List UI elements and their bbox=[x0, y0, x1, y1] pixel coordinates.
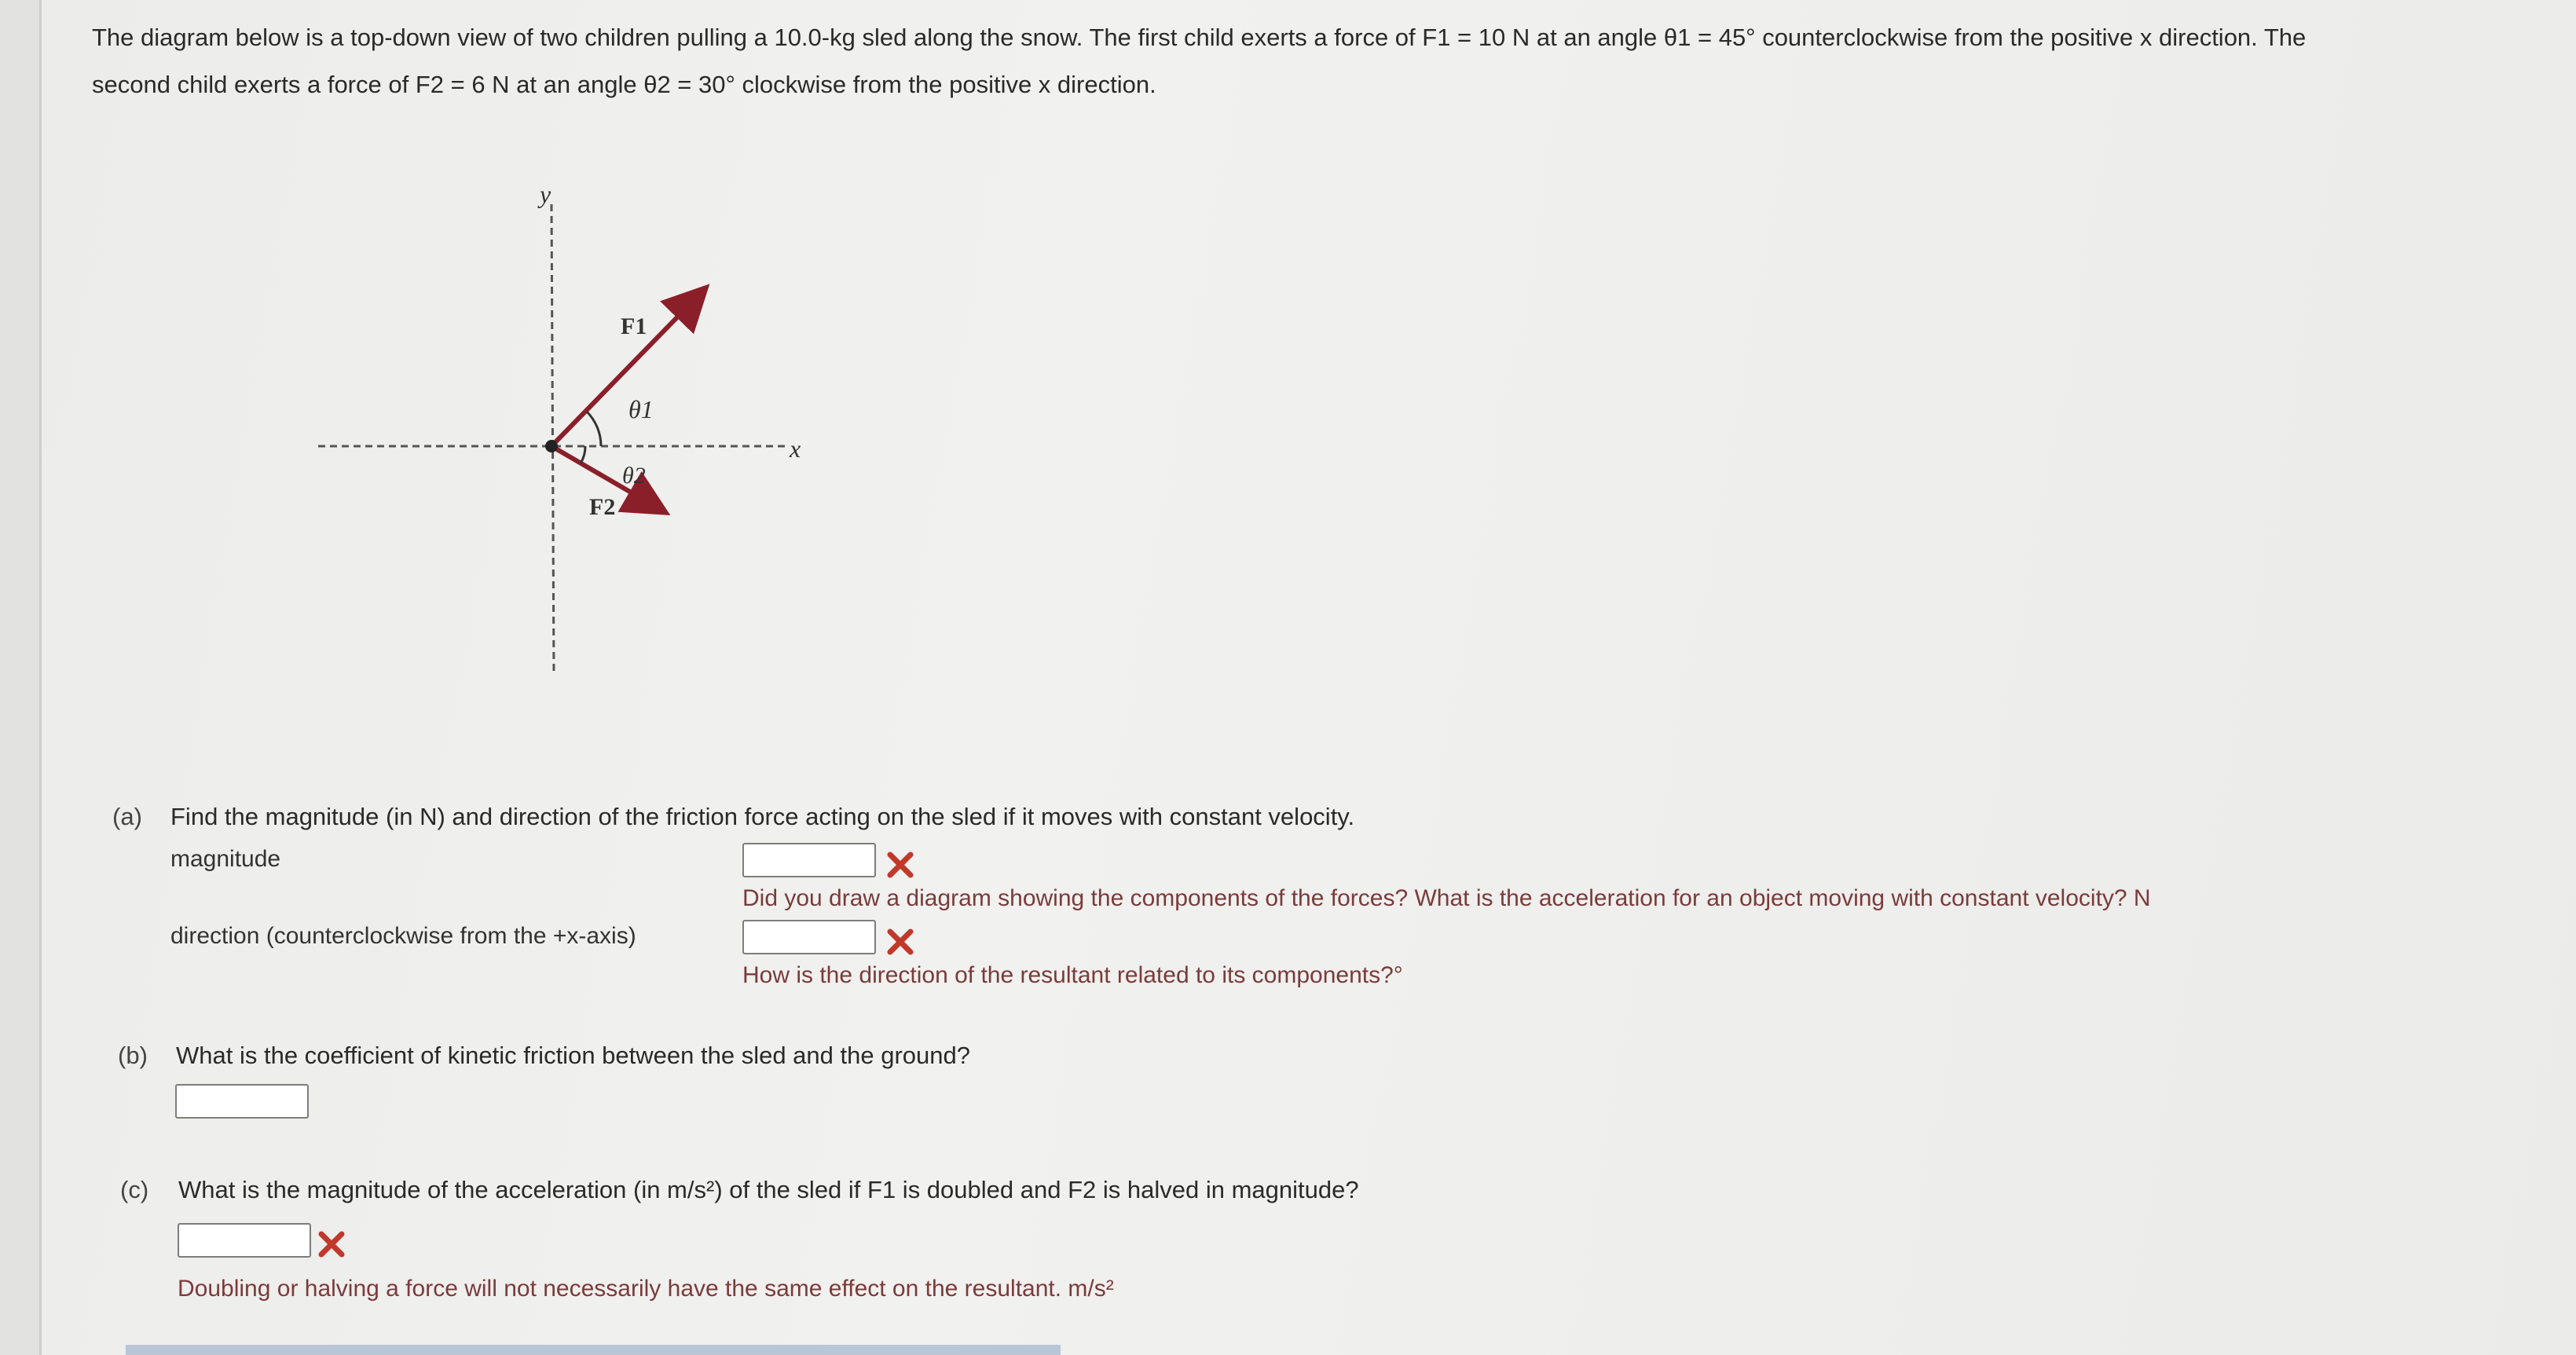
f2-label: F2 bbox=[589, 494, 616, 520]
part-b-question bbox=[118, 1042, 970, 1070]
y-axis-line bbox=[551, 204, 554, 676]
sled-origin-dot bbox=[545, 440, 558, 452]
part-a-tag: (a) bbox=[112, 803, 142, 830]
part-a-question-text: Find the magnitude (in N) and direction of the friction force acting on the sled if it moves with constant velocity. bbox=[170, 803, 1355, 830]
magnitude-incorrect-icon bbox=[886, 851, 914, 879]
bottom-scroll-strip bbox=[126, 1345, 1061, 1355]
part-c-question-text: What is the magnitude of the acceleration (in m/s²) of the sled if F1 is doubled and F2 is halved in magnitude? bbox=[178, 1176, 1359, 1203]
magnitude-hint: Did you draw a diagram showing the components of the forces? What is the acceleration for an object moving with constant velocity? N bbox=[742, 885, 2151, 911]
acceleration-input[interactable] bbox=[178, 1223, 311, 1258]
direction-incorrect-icon bbox=[886, 928, 914, 956]
page-left-edge bbox=[0, 0, 42, 1355]
f1-label: F1 bbox=[621, 313, 647, 339]
problem-line-1: The diagram below is a top-down view of two children pulling a 10.0-kg sled along the snow. The first child exerts a force of F1 = 10 N at an angle θ1 = 45° counterclockwise from the positive x direction. The bbox=[92, 24, 2307, 51]
part-a-question bbox=[112, 803, 1354, 831]
theta2-arc bbox=[581, 446, 585, 463]
x-axis-label: x bbox=[790, 434, 801, 463]
part-c-tag: (c) bbox=[120, 1176, 149, 1203]
magnitude-label: magnitude bbox=[170, 846, 281, 872]
problem-line-2: second child exerts a force of F2 = 6 N at an angle θ2 = 30° clockwise from the positive x direction. bbox=[92, 71, 1156, 98]
theta1-label: θ1 bbox=[628, 395, 654, 423]
theta2-label: θ2 bbox=[622, 463, 646, 489]
force-diagram bbox=[310, 181, 829, 691]
acceleration-hint: Doubling or halving a force will not necessarily have the same effect on the resultant. m/s² bbox=[178, 1276, 1114, 1302]
problem-statement bbox=[92, 14, 2567, 108]
theta1-arc bbox=[587, 412, 601, 446]
y-axis-label: y bbox=[540, 181, 551, 208]
acceleration-incorrect-icon bbox=[317, 1230, 346, 1258]
direction-input[interactable] bbox=[742, 920, 876, 954]
friction-coefficient-input[interactable] bbox=[175, 1084, 309, 1119]
part-b-tag: (b) bbox=[118, 1042, 148, 1069]
part-c-question bbox=[120, 1176, 1359, 1204]
magnitude-input[interactable] bbox=[742, 843, 876, 877]
direction-label: direction (counterclockwise from the +x-axis) bbox=[170, 923, 636, 949]
direction-hint: How is the direction of the resultant related to its components?° bbox=[742, 962, 1403, 988]
part-b-question-text: What is the coefficient of kinetic friction between the sled and the ground? bbox=[176, 1042, 970, 1069]
